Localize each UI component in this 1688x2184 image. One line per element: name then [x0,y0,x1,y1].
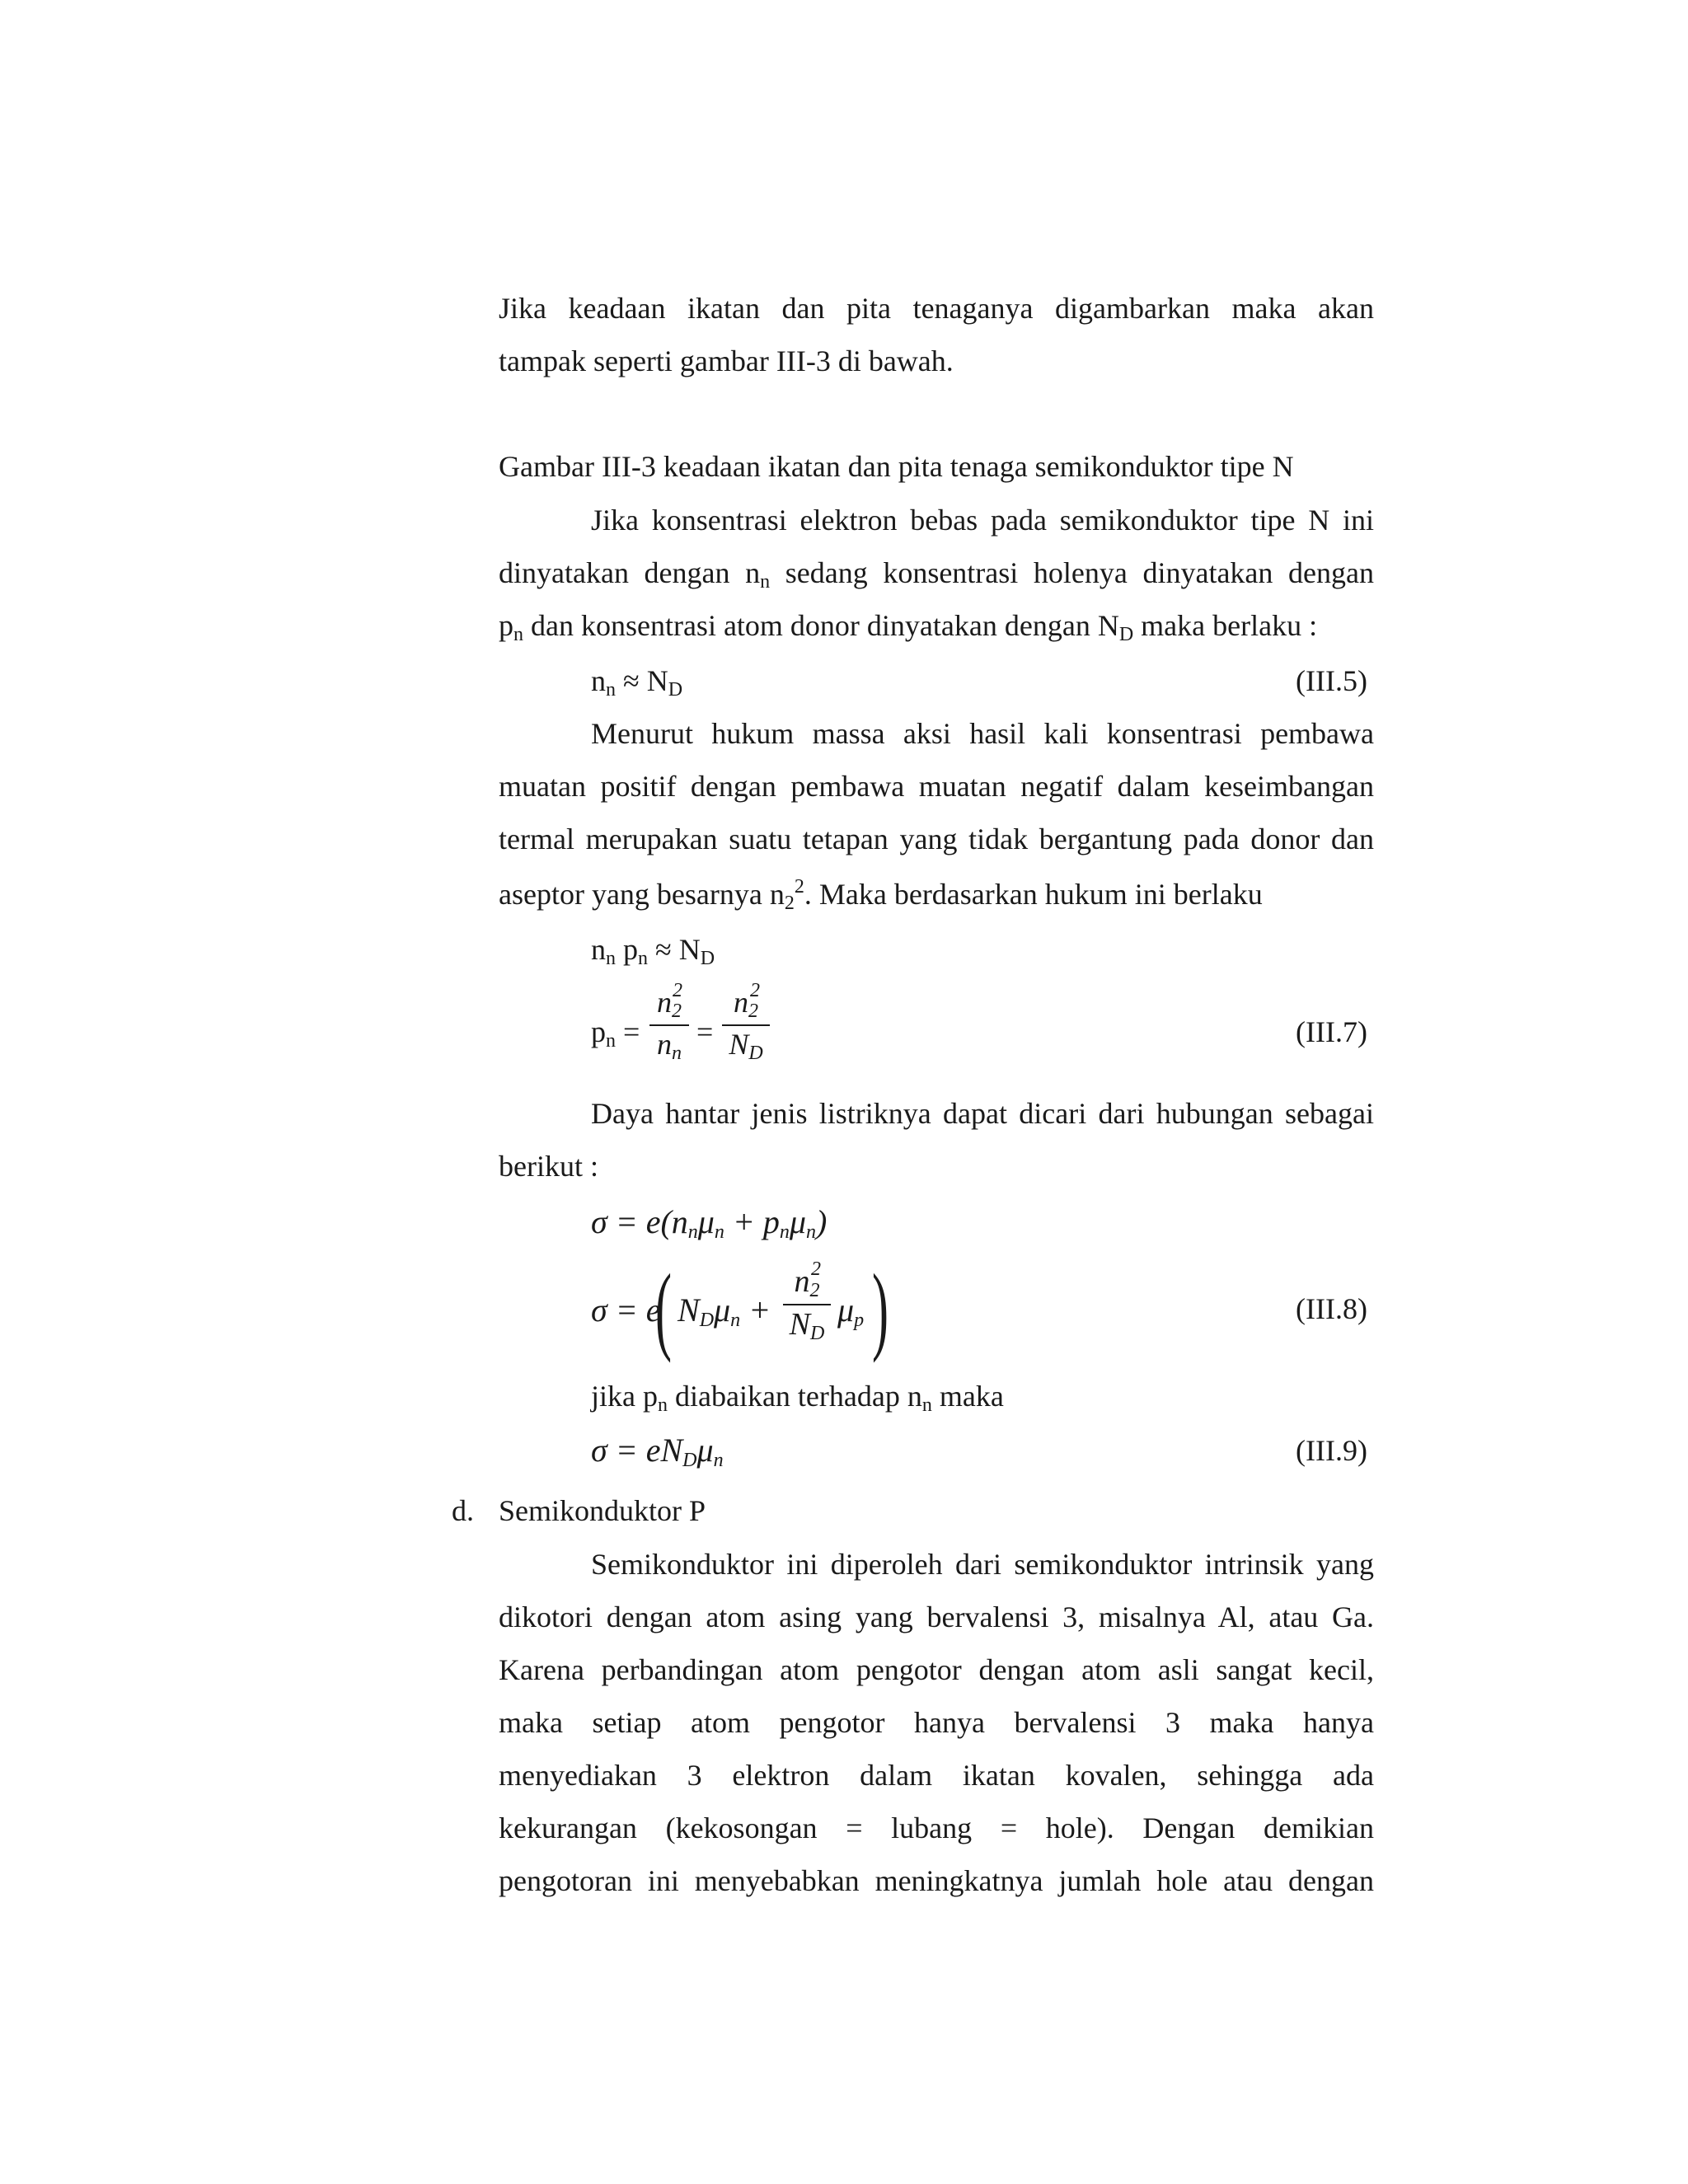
text-line: Menurut hukum massa aksi hasil kali konsentrasi pembawa [591,717,1374,750]
equation-label: (III.7) [1296,1015,1367,1048]
equation-iii-9: $\sigma = eN_D\mu_n$ [591,1432,724,1471]
fraction-ni2-over-nd: $n_2$ 2 $N_D$ [783,1266,831,1343]
text-line: berikut : [499,1150,598,1183]
equation-label: (III.5) [1296,664,1367,697]
left-paren: ( [655,1254,672,1363]
text-line: menyediakan 3 elektron dalam ikatan kovalen, sehingga ada [499,1759,1374,1792]
text-line: jika $p_n$ diabaikan terhadap $n_n$ maka [591,1380,1004,1416]
text-line: muatan positif dengan pembawa muatan negatif dalam keseimbangan [499,770,1374,803]
text-line: Daya hantar jenis listriknya dapat dicari dari hubungan sebagai [591,1097,1374,1130]
equation-conductivity: $\sigma = e(n_n\mu_n + p_n\mu_n)$ [591,1203,828,1243]
mobility-p: $\mu_p$ [837,1291,865,1331]
text-line: Semikonduktor ini diperoleh dari semikonduktor intrinsik yang [591,1548,1374,1581]
equation-iii-8-lhs: σ = e [591,1291,661,1329]
text-line: maka setiap atom pengotor hanya bervalensi 3 maka hanya [499,1706,1374,1739]
text-line: tampak seperti gambar III-3 di bawah. [499,344,954,377]
figure-caption: Gambar III-3 keadaan ikatan dan pita tenaga semikonduktor tipe N [499,450,1294,483]
equals-sign: = [696,1015,714,1048]
text-line: Jika keadaan ikatan dan pita tenaganya digambarkan maka akan [499,292,1374,325]
text-line: termal merupakan suatu tetapan yang tidak bergantung pada donor dan [499,823,1374,855]
text-line: Karena perbandingan atom pengotor dengan atom asli sangat kecil, [499,1653,1374,1686]
fraction-ni2-over-nd: $n_2$ 2 $N_D$ [722,987,770,1063]
equation-label: (III.9) [1296,1434,1367,1467]
text-line: aseptor yang besarnya $n_2^2$. Maka berdasarkan hukum ini berlaku [499,876,1263,914]
section-title: Semikonduktor P [499,1494,706,1527]
equation-iii-5: $n_n \approx N_D$ [591,664,683,701]
text-line: Jika konsentrasi elektron bebas pada semikonduktor tipe N ini [591,504,1374,537]
equation-iii-7-lhs: $p_n$ = [591,1015,640,1052]
text-line: $p_n$ dan konsentrasi atom donor dinyatakan dengan $N_D$ maka berlaku : [499,609,1318,645]
text-line: kekurangan (kekosongan = lubang = hole). Dengan demikian [499,1811,1374,1844]
section-marker: d. [452,1494,474,1527]
equation-label: (III.8) [1296,1292,1367,1325]
text-line: dinyatakan dengan $n_n$ sedang konsentrasi holenya dinyatakan dengan [499,556,1374,593]
text-line: pengotoran ini menyebabkan meningkatnya jumlah hole atau dengan [499,1864,1374,1897]
equation-iii-8-term: $N_D\mu_n$ + [678,1291,771,1331]
equation-mass-action: $n_n$ $p_n \approx N_D$ [591,933,715,969]
fraction-ni2-over-nn: $n_2$ 2 $n_n$ [649,987,689,1063]
text-line: dikotori dengan atom asing yang bervalensi 3, misalnya Al, atau Ga. [499,1601,1374,1633]
right-paren: ) [872,1254,889,1363]
